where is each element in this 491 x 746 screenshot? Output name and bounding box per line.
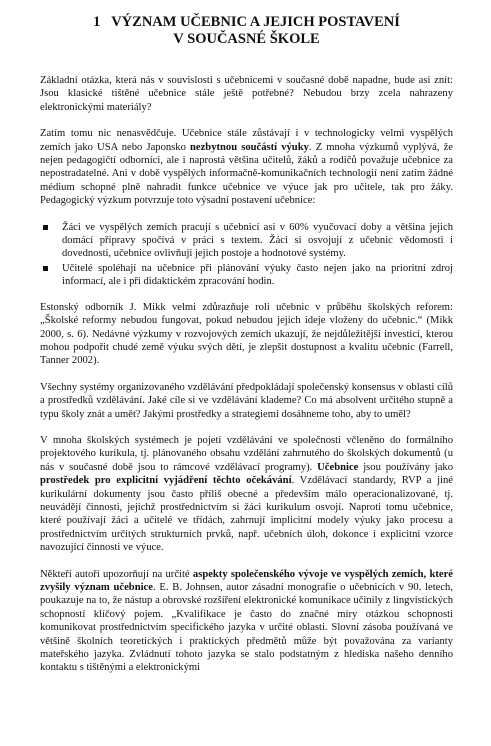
paragraph-curriculum-text-1: V mnoha školských systémech je pojetí vzdělávání ve společnosti včleněno do formálního projektového kurikula, tj. plánovaného obsahu vzdělání zahrnutého do školských dokumentů (u nás v současné době jsou to rámcové vzdělávací programy). bbox=[40, 434, 453, 473]
paragraph-curriculum bbox=[40, 434, 453, 555]
chapter-title-line-2: V SOUČASNÉ ŠKOLE bbox=[173, 31, 320, 47]
chapter-title-line-1: VÝZNAM UČEBNIC A JEJICH POSTAVENÍ bbox=[111, 14, 400, 30]
paragraph-johnsen-text-2: . E. B. Johnsen, autor zásadní monografie o učebnicích v 90. letech, poukazuje na to, že nástup a obrovské rozšíření elektronické komunikace učinily z lingvistických schopností klíčový pojem. „Kvalifikace je často do značné míry otázkou schopnosti komunikovat prostřednictvím specifického jazyka v určité oblasti. Slovní zásoba používaná ve většině školních teoretických i praktických předmětů může být považována za varianty mateřského jazyka. Zvládnutí tohoto jazyka se stalo podstatným z hlediska našeho denního kontaktu s tištěnými a elektronickými bbox=[40, 582, 453, 674]
list-item-text: Učitelé spoléhají na učebnice při plánování výuky často nejen jako na prioritní zdroj informací, ale i při didaktickém zpracování hodin. bbox=[62, 262, 453, 288]
bullet-list bbox=[40, 221, 453, 289]
paragraph-mikk: Estonský odborník J. Mikk velmi zdůrazňuje roli učebnic v průběhu školských reforem: „Školské reformy nebudou fungovat, pokud nebudou jejich ideje vloženy do učebnic.“ (Mikk 2000, s. 6). Nedávné výzkumy v rozvojových zemích ukazují, že nejdůležitější investicí, kterou mohou podpořit chudé země výuku svých dětí, je zlepšit dostupnost a kvalitu učebnic (Farrell, Tanner 2002). bbox=[40, 301, 453, 367]
paragraph-curriculum-text-2: jsou používány jako bbox=[358, 461, 453, 473]
paragraph-curriculum-text-3: . Vzdělávací standardy, RVP a jiné kurikulární dokumenty jsou často příliš obecné a především málo operacionalizované, tj. neuvádějí činnosti, jejichž prostřednictvím si žáci kurikulum osvojí. Naproti tomu učebnice, které používají žáci a učitelé ve třídách, zahrnují implicitní modely výuky jako procesu a prostřednictvím určitých strukturních prvků, např. učebních úloh, dokonce i explicitní vzorce navozující činnosti ve výuce. bbox=[40, 475, 453, 554]
paragraph-curriculum-emphasis-1: Učebnice bbox=[317, 461, 359, 473]
paragraph-importance bbox=[40, 127, 453, 207]
chapter-heading bbox=[40, 14, 453, 48]
list-item bbox=[40, 262, 453, 289]
paragraph-importance-text-1: Zatím tomu nic nenasvědčuje. Učebnice stále zůstávají i v technologicky velmi vyspělých zemích jako USA nebo Japonsko bbox=[40, 128, 453, 153]
paragraph-johnsen-emphasis: aspekty společenského vývoje ve vyspělých zemích, které zvyšily význam učebnice bbox=[40, 568, 453, 593]
paragraph-johnsen-text-1: Někteří autoři upozorňují na určité bbox=[40, 568, 193, 580]
paragraph-importance-emphasis: nezbytnou součástí výuky bbox=[190, 141, 309, 153]
paragraph-importance-text-2: . Z mnoha výzkumů vyplývá, že nejen pedagogičtí odborníci, ale i naprostá většina učitelů, žáků a rodičů považuje učebnice za nepostradatelné. Ani v době vyspělých informačně-komunikačních technologií není zatím žádné médium schopné plně nahradit funkce učebnice ve výuce jak pro učitele, tak pro žáky. Pedagogický výzkum potvrzuje toto výsadní postavení učebnice: bbox=[40, 141, 453, 207]
square-bullet-icon bbox=[43, 266, 48, 271]
paragraph-curriculum-emphasis-2: prostředek pro explicitní vyjádření těchto očekávání bbox=[40, 475, 292, 487]
list-item bbox=[40, 221, 453, 261]
paragraph-systems: Všechny systémy organizovaného vzdělávání předpokládají společenský konsensus v oblasti cílů a prostředků vzdělávání. Jaké cíle si ve vzdělávání klademe? Co má absolvent určitého stupně a typu školy znát a umět? Jakými prostředky a strategiemi dosáhneme toho, aby to uměl? bbox=[40, 381, 453, 420]
square-bullet-icon bbox=[43, 225, 48, 230]
chapter-number: 1 bbox=[93, 14, 101, 30]
paragraph-johnsen bbox=[40, 568, 453, 675]
chapter-heading-line-1 bbox=[40, 14, 453, 31]
paragraph-intro: Základní otázka, která nás v souvislosti s učebnicemi v současné době napadne, bude asi znít: Jsou klasické tištěné učebnice stále ještě potřebné? Nebudou brzy zcela nahrazeny elektronickými materiály? bbox=[40, 75, 453, 113]
list-item-text: Žáci ve vyspělých zemích pracují s učebnicí asi v 60% vyučovací doby a většina jejich domácí přípravy spočívá v práci s textem. Žáci si osvojují z učebnic vědomosti i dovednosti, učebnice ovlivňují jejich postoje a hodnotové systémy. bbox=[62, 221, 453, 260]
